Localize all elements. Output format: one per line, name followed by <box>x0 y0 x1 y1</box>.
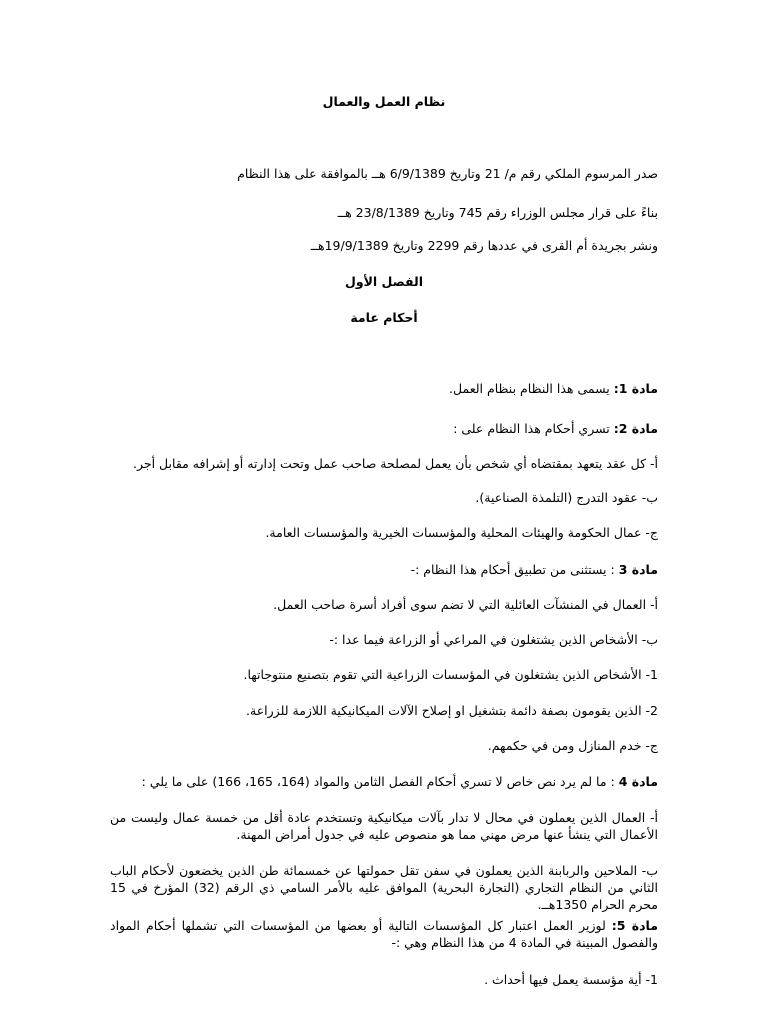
article-4-item-b: ب- الملاحين والربابنة الذين يعملون في سفن تقل حمولتها عن خمسمائة طن الذين يخضعون لأحكام الباب الثاني من النظام التجاري (التجارة البحرية) الموافق عليه بالأمر السامي ذي الرقم (32) المؤرخ في 15 محرم الحرام 1350هــ. <box>110 863 658 912</box>
article-1 <box>449 381 658 397</box>
article-2-item-b: ب- عقود التدرج (التلمذة الصناعية). <box>475 490 658 505</box>
article-1-label: مادة 1: <box>613 381 658 396</box>
article-3-item-b2: 2- الذين يقومون بصفة دائمة بتشغيل او إصلاح الآلات الميكانيكية اللازمة للزراعة. <box>246 703 658 718</box>
article-3-text: : يستثنى من تطبيق أحكام هذا النظام :- <box>410 562 619 577</box>
intro-line-decree: صدر المرسوم الملكي رقم م/ 21 وتاريخ 6/9/1389 هــ بالموافقة على هذا النظام <box>237 166 658 181</box>
article-3-item-b: ب- الأشخاص الذين يشتغلون في المراعي أو الزراعة فيما عدا :- <box>329 632 658 647</box>
article-3-label: مادة 3 <box>618 562 658 577</box>
document-title: نظام العمل والعمال <box>322 94 446 109</box>
article-2 <box>453 421 658 437</box>
article-5-text: لوزير العمل اعتبار كل المؤسسات التالية أو بعضها من المؤسسات التي تشملها أحكام المواد والفصول المبينة في المادة 4 من هذا النظام وهي :- <box>110 918 658 950</box>
article-2-item-a: أ- كل عقد يتعهد بمقتضاه أي شخص بأن يعمل لمصلحة صاحب عمل وتحت إدارته أو إشرافه مقابل أجر. <box>133 456 658 471</box>
article-3-item-a: أ- العمال في المنشآت العائلية التي لا تضم سوى أفراد أسرة صاحب العمل. <box>273 597 658 612</box>
chapter-title: الفصل الأول <box>344 274 423 289</box>
article-5-item-1: 1- أية مؤسسة يعمل فيها أحداث . <box>484 972 658 987</box>
article-5 <box>110 917 658 951</box>
intro-line-cabinet: بناءً على قرار مجلس الوزراء رقم 745 وتاريخ 23/8/1389 هــ <box>337 205 658 220</box>
article-2-item-c: ج- عمال الحكومة والهيئات المحلية والمؤسسات الخيرية والمؤسسات العامة. <box>265 525 658 540</box>
article-3-item-b1: 1- الأشخاص الذين يشتغلون في المؤسسات الزراعية التي تقوم بتصنيع منتوجاتها. <box>243 667 658 682</box>
chapter-subtitle: أحكام عامة <box>350 310 418 325</box>
article-3-item-c: ج- خدم المنازل ومن في حكمهم. <box>487 738 658 753</box>
article-4-label: مادة 4 <box>618 774 658 789</box>
article-5-label: مادة 5: <box>611 918 658 933</box>
article-4-item-a: أ- العمال الذين يعملون في محال لا تدار بآلات ميكانيكية وتستخدم عادة أقل من خمسة عمال وليست من الأعمال التي ينشأ عنها مرض مهني مما هو منصوص عليه في جدول أمراض المهنة. <box>110 810 658 842</box>
intro-line-gazette: ونشر بجريدة أم القرى في عددها رقم 2299 وتاريخ 19/9/1389هــ <box>310 238 658 253</box>
article-4-text: : ما لم يرد نص خاص لا تسري أحكام الفصل الثامن والمواد (164، 165، 166) على ما يلي : <box>141 774 619 789</box>
article-3 <box>411 562 658 578</box>
article-2-text: تسري أحكام هذا النظام على : <box>453 421 614 436</box>
article-4 <box>142 774 658 790</box>
article-2-label: مادة 2: <box>613 421 658 436</box>
article-1-text: يسمى هذا النظام بنظام العمل. <box>449 381 614 396</box>
